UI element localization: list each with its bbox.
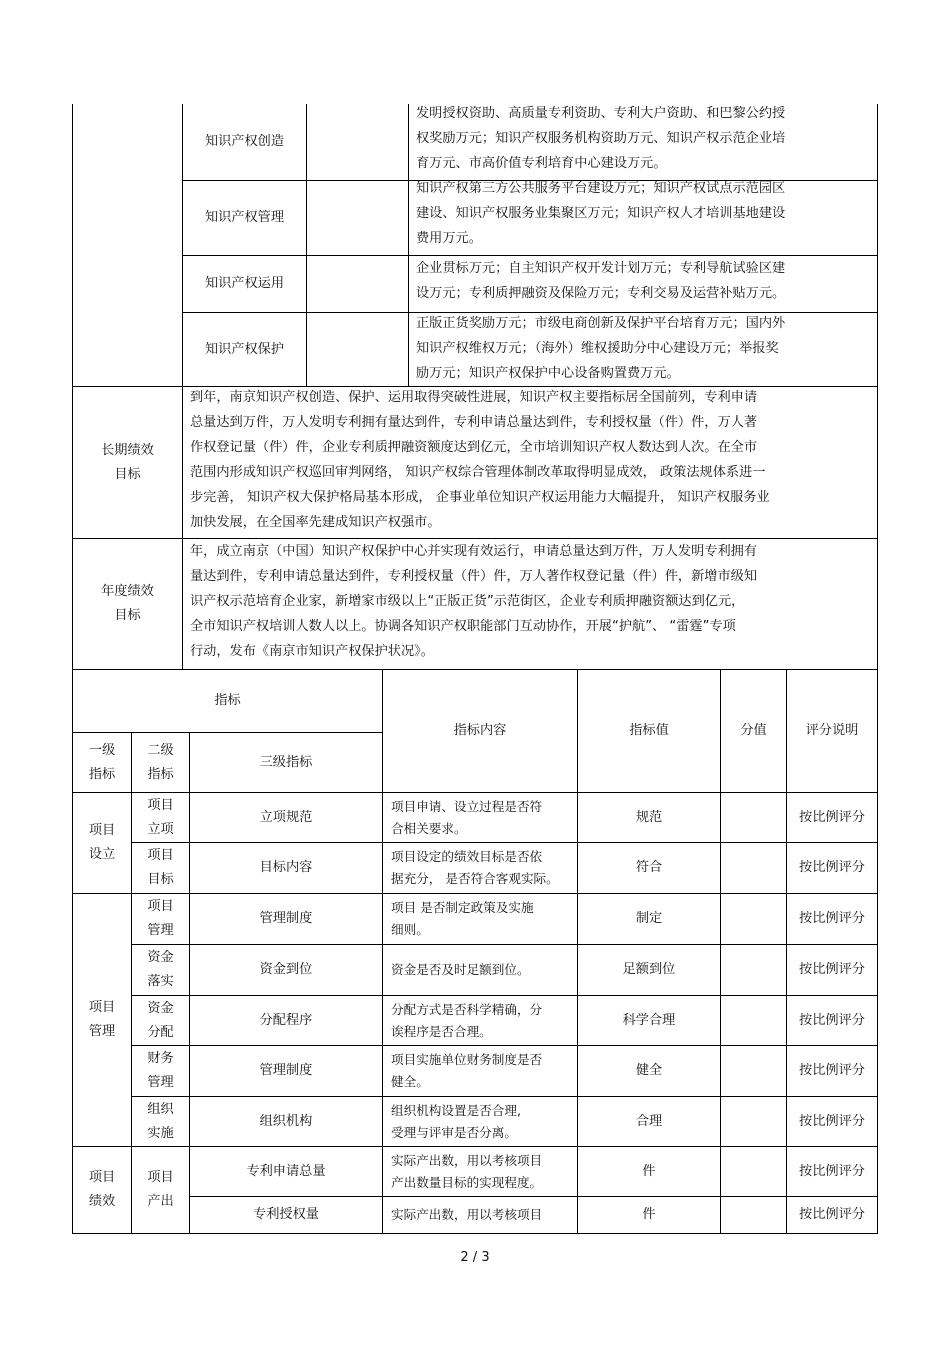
annual-text: 量达到件，专利申请总量达到件，专利授权量（件）件，万人著作权登记量（件）件，新增市级知 (190, 569, 758, 584)
group-label: 项目 设立 (88, 823, 116, 862)
level2-cell: 项目 目标 (147, 848, 174, 887)
category-label: 知识产权创造 (204, 134, 285, 149)
level3-cell: 组织机构 (259, 1113, 313, 1129)
long-term-label: 长期绩效 目标 (101, 442, 154, 482)
header-indicator: 指标 (214, 693, 241, 708)
explain-cell: 按比例评分 (799, 1012, 865, 1028)
long-term-text: 作权登记量（件）件，企业专利质押融资额度达到亿元，全市培训知识产权人数达到人次。在全市 (190, 440, 758, 455)
content-cell: 项目设定的绩效目标是否依 据充分， 是否符合客观实际。 (391, 849, 559, 886)
annual-text: 行动，发布《南京市知识产权保护状况》。 (190, 644, 434, 659)
group-label: 项目 绩效 (88, 1170, 116, 1209)
funding-text: 建设、知识产权服务业集聚区万元；知识产权人才培训基地建设 (416, 206, 786, 221)
header-level1: 一级 指标 (88, 742, 116, 782)
funding-text: 企业贯标万元；自主知识产权开发计划万元；专利导航试验区建 (416, 261, 786, 276)
explain-cell: 按比例评分 (799, 962, 865, 977)
funding-text: 育万元、市高价值专利培育中心建设万元。 (416, 156, 667, 171)
explain-cell: 按比例评分 (799, 1207, 865, 1222)
level3-cell: 目标内容 (259, 860, 313, 875)
value-cell: 健全 (635, 1063, 663, 1078)
explain-cell: 按比例评分 (799, 1063, 865, 1078)
content-cell: 分配方式是否科学精确，分 诶程序是否合理。 (391, 1001, 543, 1039)
annual-label: 年度绩效 目标 (101, 584, 154, 623)
content-cell: 项目申请、设立过程是否符 合相关要求。 (391, 798, 543, 836)
long-term-text: 加快发展，在全国率先建成知识产权强市。 (190, 515, 441, 530)
value-cell: 科学合理 (622, 1012, 676, 1028)
funding-text: 发明授权资助、高质量专利资助、专利大户资助、和巴黎公约授 (416, 106, 786, 121)
page-number: 2 / 3 (460, 1250, 490, 1265)
category-label: 知识产权保护 (204, 341, 285, 357)
value-cell: 件 (642, 1163, 656, 1179)
level3-cell: 立项规范 (259, 809, 313, 825)
category-label: 知识产权管理 (204, 210, 285, 225)
value-cell: 规范 (635, 809, 663, 825)
level3-cell: 管理制度 (259, 911, 313, 926)
level2-cell: 项目 立项 (147, 797, 174, 837)
header-score: 分值 (740, 723, 767, 738)
funding-text: 设万元；专利质押融资及保险万元；专利交易及运营补贴万元。 (416, 286, 786, 301)
level2-cell: 组织 实施 (147, 1101, 174, 1141)
level3-cell: 管理制度 (259, 1063, 313, 1078)
long-term-text: 到年，南京知识产权创造、保护、运用取得突破性进展，知识产权主要指标居全国前列，专利申请 (190, 390, 758, 405)
group-label: 项目 管理 (88, 1000, 116, 1039)
value-cell: 符合 (635, 860, 663, 875)
value-cell: 合理 (635, 1113, 663, 1129)
annual-text: 全市知识产权培训人数人以上。协调各知识产权职能部门互动协作，开展“护航”、 “雷霆”专项 (190, 619, 736, 634)
header-level3: 三级指标 (259, 754, 313, 770)
content-cell: 资金是否及时足额到位。 (391, 962, 530, 977)
header-content: 指标内容 (453, 723, 507, 738)
level2-cell: 资金 落实 (147, 950, 174, 989)
category-label: 知识产权运用 (204, 276, 285, 291)
annual-text: 识产权示范培育企业家，新增家市级以上“正版正货”示范街区，企业专利质押融资额达到亿元， (190, 594, 745, 609)
level3-cell: 资金到位 (259, 962, 313, 977)
explain-cell: 按比例评分 (799, 809, 865, 825)
level3-cell: 专利授权量 (253, 1207, 319, 1222)
explain-cell: 按比例评分 (799, 911, 865, 926)
content-cell: 实际产出数，用以考核项目 产出数量目标的实现程度。 (391, 1152, 543, 1190)
value-cell: 制定 (635, 911, 663, 926)
content-cell: 项目实施单位财务制度是否 健全。 (391, 1052, 543, 1089)
explain-cell: 按比例评分 (799, 860, 865, 875)
level2-cell: 资金 分配 (147, 1000, 174, 1040)
long-term-text: 步完善， 知识产权大保护格局基本形成， 企事业单位知识产权运用能力大幅提升， 知识产权服务业 (190, 490, 770, 505)
header-explain: 评分说明 (805, 723, 859, 738)
header-level2: 二级 指标 (147, 742, 174, 782)
funding-text: 励万元；知识产权保护中心设备购置费万元。 (416, 366, 680, 381)
funding-text: 知识产权第三方公共服务平台建设万元；知识产权试点示范园区 (416, 181, 786, 196)
level2-cell: 项目 产出 (147, 1170, 174, 1209)
explain-cell: 按比例评分 (799, 1113, 865, 1129)
content-cell: 组织机构设置是否合理, 受理与评审是否分离。 (391, 1102, 521, 1140)
funding-text: 权奖励万元；知识产权服务机构资助万元、知识产权示范企业培 (416, 131, 786, 146)
annual-text: 年，成立南京（中国）知识产权保护中心并实现有效运行，申请总量达到万件，万人发明专利拥有 (190, 544, 758, 559)
long-term-text: 总量达到万件，万人发明专利拥有量达到件，专利申请总量达到件，专利授权量（件）件，万人著 (190, 415, 758, 430)
level3-cell: 专利申请总量 (246, 1163, 326, 1179)
content-cell: 实际产出数，用以考核项目 (391, 1207, 543, 1222)
level2-cell: 财务 管理 (147, 1051, 174, 1090)
value-cell: 件 (642, 1207, 656, 1222)
content-cell: 项目 是否制定政策及实施 细则。 (391, 900, 534, 937)
long-term-text: 范围内形成知识产权巡回审判网络， 知识产权综合管理体制改革取得明显成效， 政策法规体系进一 (190, 465, 766, 480)
explain-cell: 按比例评分 (799, 1163, 865, 1179)
header-value: 指标值 (629, 723, 669, 738)
funding-text: 费用万元。 (416, 231, 482, 246)
level2-cell: 项目 管理 (147, 899, 174, 938)
value-cell: 足额到位 (622, 962, 676, 977)
funding-text: 知识产权维权万元；（海外）维权援助分中心建设万元；举报奖 (416, 341, 779, 356)
funding-text: 正版正货奖励万元；市级电商创新及保护平台培育万元；国内外 (416, 316, 786, 331)
level3-cell: 分配程序 (259, 1012, 313, 1028)
